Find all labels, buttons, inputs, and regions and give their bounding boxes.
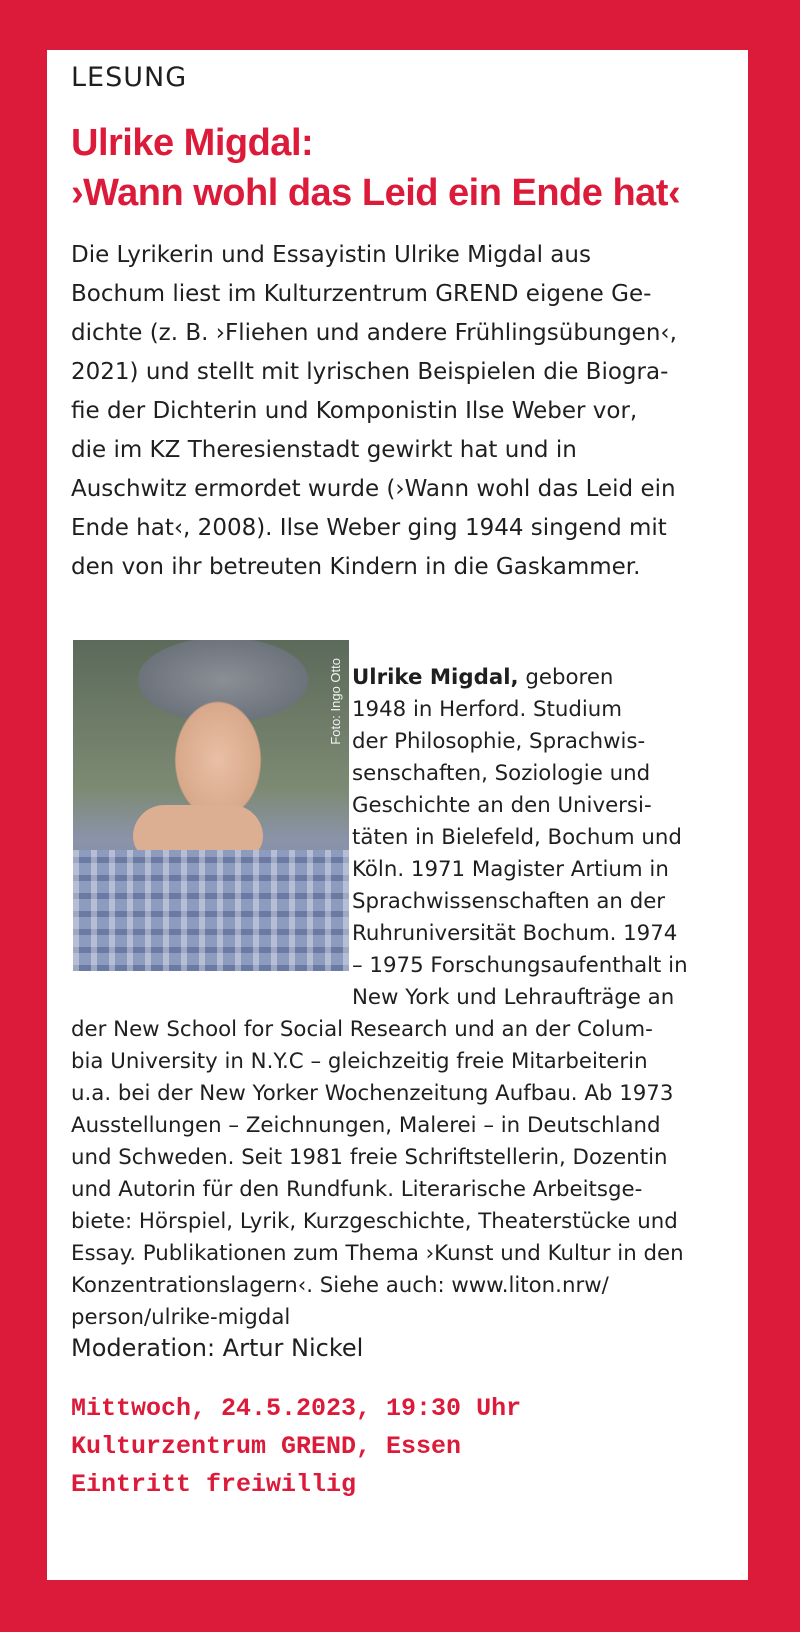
bio-line: und Autorin für den Rundfunk. Literarische Arbeitsge- [71, 1177, 643, 1202]
bio-line: senschaften, Soziologie und [352, 761, 651, 786]
bio-line: Konzentrationslagern‹. Siehe auch: www.liton.nrw/ [71, 1273, 609, 1298]
event-title-line-2: ›Wann wohl das Leid ein Ende hat‹ [71, 172, 681, 214]
bio-line: Essay. Publikationen zum Thema ›Kunst und Kultur in den [71, 1241, 684, 1266]
bio-line: der New School for Social Research und an der Colum- [71, 1017, 653, 1042]
event-title [71, 118, 680, 218]
category-label: LESUNG [71, 62, 188, 93]
intro-paragraph [71, 236, 741, 587]
bio-line: Geschichte an den Universi- [352, 793, 652, 818]
event-details [71, 1390, 521, 1504]
moderation-info: Moderation: Artur Nickel [71, 1334, 364, 1362]
intro-line: Ende hat‹, 2008). Ilse Weber ging 1944 singend mit [71, 515, 667, 541]
author-name: Ulrike Migdal, [352, 665, 519, 690]
bio-line: Sprachwissenschaften an der [352, 889, 666, 914]
intro-line: Auschwitz ermordet wurde (›Wann wohl das Leid ein [71, 476, 676, 502]
intro-line: dichte (z. B. ›Fliehen und andere Frühlingsübungen‹, [71, 320, 677, 346]
bio-line: bia University in N.Y.C – gleichzeitig freie Mitarbeiterin [71, 1049, 648, 1074]
bio-line: u.a. bei der New Yorker Wochenzeitung Aufbau. Ab 1973 [71, 1081, 674, 1106]
bio-line [71, 662, 741, 694]
bio-line: Ausstellungen – Zeichnungen, Malerei – in Deutschland [71, 1113, 661, 1138]
bio-line-rest: geboren [518, 665, 614, 690]
bio-line: biete: Hörspiel, Lyrik, Kurzgeschichte, Theaterstücke und [71, 1209, 678, 1234]
intro-line: Bochum liest im Kulturzentrum GREND eigene Ge- [71, 281, 652, 307]
event-venue: Kulturzentrum GREND, Essen [71, 1432, 462, 1461]
bio-line: Köln. 1971 Magister Artium in [352, 857, 669, 882]
bio-line: person/ulrike-migdal [71, 1305, 291, 1330]
bio-line: – 1975 Forschungsaufenthalt in [352, 953, 688, 978]
author-bio [71, 662, 741, 1334]
event-date: Mittwoch, 24.5.2023, 19:30 Uhr [71, 1394, 522, 1423]
bio-line: New York und Lehraufträge an [352, 985, 675, 1010]
event-admission: Eintritt freiwillig [71, 1470, 357, 1499]
intro-line: fie der Dichterin und Komponistin Ilse Weber vor, [71, 398, 638, 424]
intro-line: die im KZ Theresienstadt gewirkt hat und in [71, 437, 577, 463]
bio-line: und Schweden. Seit 1981 freie Schriftstellerin, Dozentin [71, 1145, 668, 1170]
intro-line: Die Lyrikerin und Essayistin Ulrike Migdal aus [71, 242, 591, 268]
bio-line: 1948 in Herford. Studium [352, 697, 623, 722]
intro-line: 2021) und stellt mit lyrischen Beispielen die Biogra- [71, 359, 669, 385]
intro-line: den von ihr betreuten Kindern in die Gaskammer. [71, 554, 641, 580]
photo-credit: Foto: Ingo Otto [328, 658, 343, 745]
bio-line: täten in Bielefeld, Bochum und [352, 825, 682, 850]
event-title-line-1: Ulrike Migdal: [71, 122, 314, 164]
bio-line: der Philosophie, Sprachwis- [352, 729, 646, 754]
bio-line: Ruhruniversität Bochum. 1974 [352, 921, 678, 946]
event-card [47, 50, 748, 1580]
